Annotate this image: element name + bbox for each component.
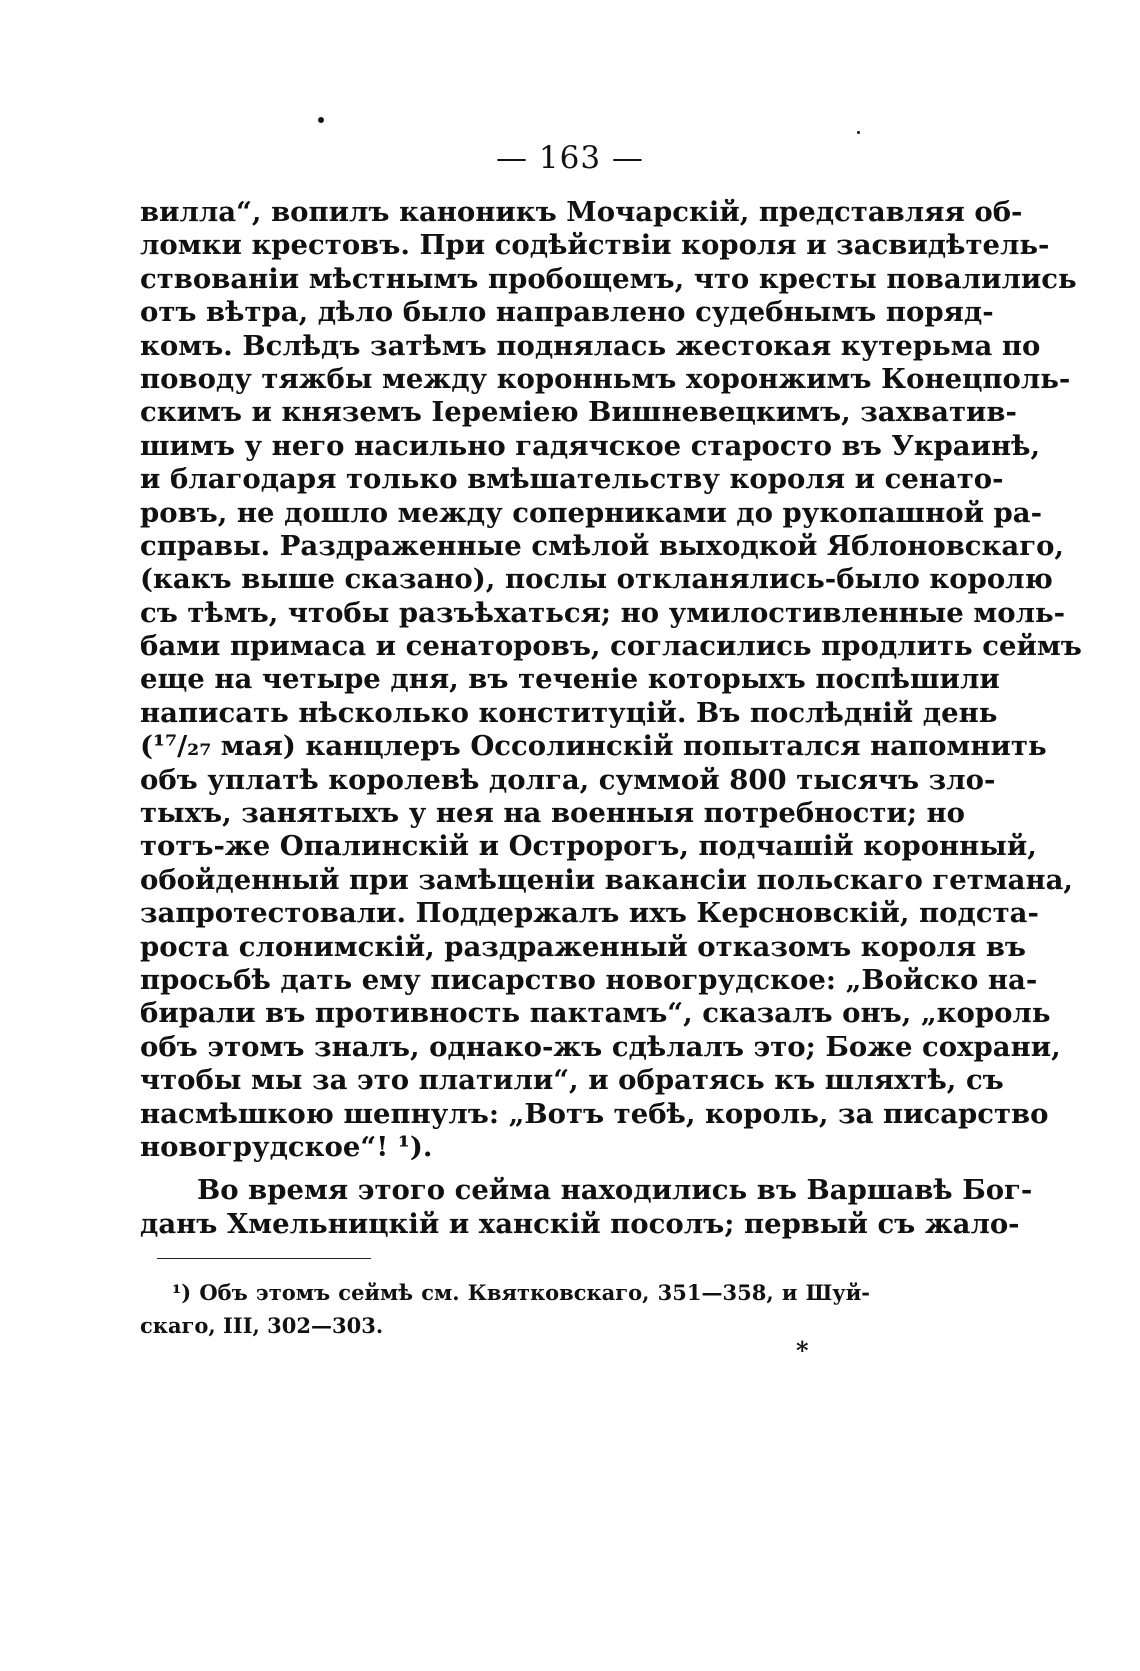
body-line: объ уплатѣ королевѣ долга, суммой 800 тысячъ зло- bbox=[140, 763, 996, 796]
body-line: данъ Хмельницкій и ханскій посолъ; первый съ жало- bbox=[140, 1207, 1020, 1240]
body-line: справы. Раздраженные смѣлой выходкой Яблоновскаго, bbox=[140, 529, 1065, 562]
body-line: тыхъ, занятыхъ у нея на военныя потребности; но bbox=[140, 797, 966, 830]
body-line: комъ. Вслѣдъ затѣмъ поднялась жестокая кутерьма по bbox=[140, 329, 1041, 362]
body-line: просьбѣ дать ему писарство новогрудское: „Войско на- bbox=[140, 963, 1038, 996]
body-line: роста слонимскій, раздраженный отказомъ короля въ bbox=[140, 930, 1027, 963]
asterisk-mark: * bbox=[796, 1336, 809, 1365]
body-line: запротестовали. Поддержалъ ихъ Керсновскій, подста- bbox=[140, 897, 1039, 930]
body-line: объ этомъ зналъ, однако-жъ сдѣлалъ это; Боже сохрани, bbox=[140, 1030, 1061, 1063]
ink-dot-top bbox=[318, 117, 324, 123]
body-line: бирали въ противность пактамъ“, сказалъ онъ, „король bbox=[140, 997, 1051, 1030]
footnote-line: ¹) Объ этомъ сеймѣ см. Квятковскаго, 351—358, и Шуй- bbox=[172, 1280, 870, 1305]
ink-dot-right bbox=[857, 131, 860, 134]
body-line: чтобы мы за это платили“, и обратясь къ шляхтѣ, съ bbox=[140, 1064, 1004, 1097]
body-line: (какъ выше сказано), послы откланялись-было королю bbox=[140, 563, 1053, 596]
body-line: отъ вѣтра, дѣло было направлено судебнымъ поряд- bbox=[140, 296, 994, 329]
footnotes bbox=[140, 1276, 870, 1342]
body-line: новогрудское“! ¹). bbox=[140, 1130, 433, 1163]
body-line: скимъ и княземъ Іереміею Вишневецкимъ, захватив- bbox=[140, 396, 1017, 429]
body-line: вилла“, вопилъ каноникъ Мочарскій, представляя об- bbox=[140, 196, 1023, 228]
footnote-line: скаго, III, 302—303. bbox=[140, 1313, 384, 1338]
body-line: Во время этого сейма находились въ Варшавѣ Бог- bbox=[197, 1174, 1033, 1207]
body-line: шимъ у него насильно гадячское старосто въ Украинѣ, bbox=[140, 429, 1041, 462]
body-line: ствованіи мѣстнымъ пробощемъ, что кресты повалились bbox=[140, 262, 1077, 295]
body-text bbox=[140, 196, 1082, 1241]
body-line: (¹⁷/₂₇ мая) канцлеръ Оссолинскій попытался напомнить bbox=[140, 730, 1047, 763]
body-line: насмѣшкою шепнулъ: „Вотъ тебѣ, король, за писарство bbox=[140, 1097, 1049, 1130]
body-line: поводу тяжбы между коронньмъ хоронжимъ Конецполь- bbox=[140, 362, 1071, 395]
body-line: бами примаса и сенаторовъ, согласились продлить сеймъ bbox=[140, 630, 1082, 663]
body-line: обойденный при замѣщеніи вакансіи польскаго гетмана, bbox=[140, 863, 1073, 896]
page-number: — 163 — bbox=[496, 140, 644, 176]
footnote-rule bbox=[157, 1258, 371, 1259]
body-line: ровъ, не дошло между соперниками до рукопашной ра- bbox=[140, 496, 1042, 529]
body-line: съ тѣмъ, чтобы разъѣхаться; но умилостивленные моль- bbox=[140, 596, 1066, 629]
body-line: еще на четыре дня, въ теченіе которыхъ поспѣшили bbox=[140, 663, 1000, 696]
body-line: и благодаря только вмѣшательству короля и сенато- bbox=[140, 463, 1004, 496]
body-line: тотъ-же Опалинскій и Остророгъ, подчашій коронный, bbox=[140, 830, 1037, 863]
body-line: написать нѣсколько конституцій. Въ послѣдній день bbox=[140, 696, 998, 729]
body-line: ломки крестовъ. При содѣйствіи короля и засвидѣтель- bbox=[140, 229, 1050, 262]
